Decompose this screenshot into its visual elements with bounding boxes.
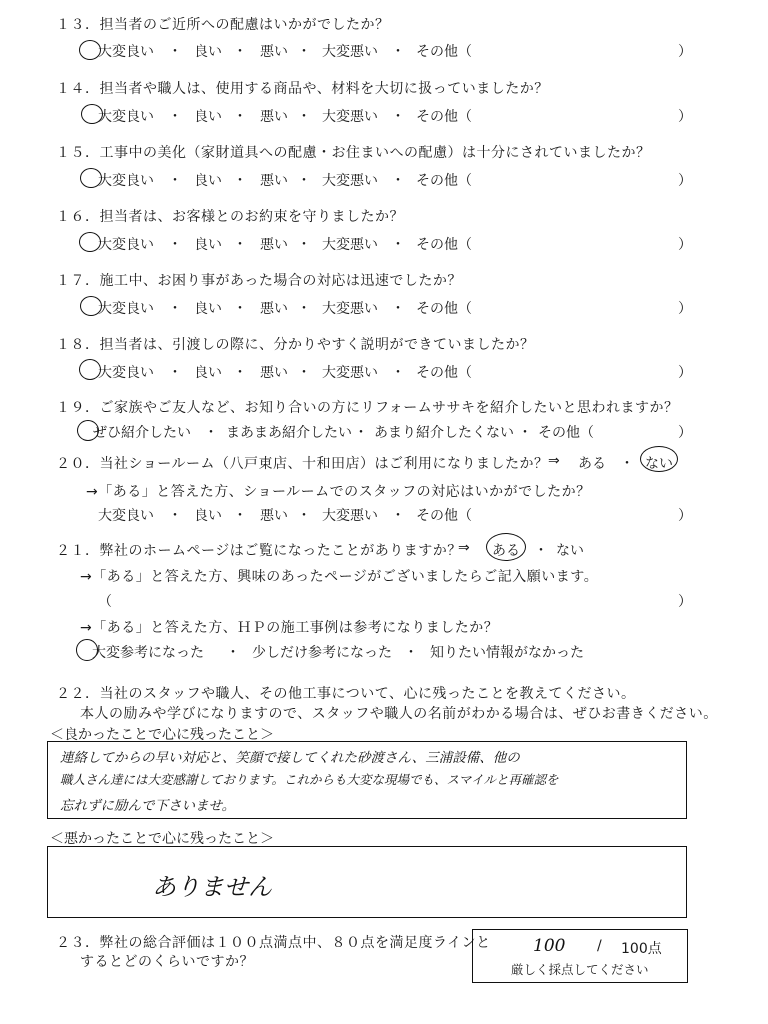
paren-close: ） bbox=[678, 365, 692, 381]
separator: ・ bbox=[168, 301, 182, 317]
option-bad[interactable]: 悪い bbox=[260, 365, 288, 381]
option-good[interactable]: 良い bbox=[194, 237, 222, 253]
option-very-bad[interactable]: 大変悪い bbox=[322, 109, 378, 125]
separator: ・ bbox=[534, 543, 548, 559]
separator: ・ bbox=[404, 645, 418, 661]
option-not-really-recommend[interactable]: あまり紹介したくない bbox=[374, 425, 514, 441]
question-21: ２１．弊社のホームページはご覧になったことがありますか？ bbox=[56, 543, 462, 559]
separator: ・ bbox=[297, 301, 311, 317]
option-very-bad[interactable]: 大変悪い bbox=[322, 365, 378, 381]
sub-question-pages: →「ある」と答えた方、興味のあったページがございましたらご記入願います。 bbox=[80, 569, 599, 585]
separator: ・ bbox=[391, 301, 405, 317]
option-not-helpful[interactable]: 知りたい情報がなかった bbox=[430, 645, 584, 661]
option-good[interactable]: 良い bbox=[194, 508, 222, 524]
option-bad[interactable]: 悪い bbox=[260, 237, 288, 253]
option-very-bad[interactable]: 大変悪い bbox=[322, 173, 378, 189]
option-no[interactable]: ない bbox=[556, 543, 584, 559]
score-note: 厳しく採点してください bbox=[511, 962, 649, 977]
separator: ・ bbox=[226, 645, 240, 661]
option-slightly-helpful[interactable]: 少しだけ参考になった bbox=[252, 645, 392, 661]
sub-question-showroom: →「ある」と答えた方、ショールームでのスタッフの対応はいかがでしたか？ bbox=[86, 484, 591, 500]
good-comments-box[interactable] bbox=[47, 741, 687, 819]
question-23-cont: するとどのくらいですか？ bbox=[80, 954, 254, 970]
option-bad[interactable]: 悪い bbox=[260, 301, 288, 317]
option-very-helpful[interactable]: 大変参考になった bbox=[92, 645, 204, 661]
separator: ・ bbox=[168, 237, 182, 253]
question-16: １６．担当者は、お客様とのお約束を守りましたか？ bbox=[56, 209, 404, 225]
separator: ・ bbox=[233, 301, 247, 317]
separator: ・ bbox=[233, 109, 247, 125]
question-17: １７．施工中、お困り事があった場合の対応は迅速でしたか？ bbox=[56, 273, 462, 289]
score-slash: / bbox=[597, 938, 602, 954]
separator: ・ bbox=[233, 365, 247, 381]
option-very-good[interactable]: 大変良い bbox=[98, 173, 154, 189]
option-very-good[interactable]: 大変良い bbox=[98, 237, 154, 253]
separator: ・ bbox=[233, 173, 247, 189]
option-good[interactable]: 良い bbox=[194, 365, 222, 381]
option-bad[interactable]: 悪い bbox=[260, 109, 288, 125]
option-very-bad[interactable]: 大変悪い bbox=[322, 301, 378, 317]
paren-close: ） bbox=[678, 301, 692, 317]
option-bad[interactable]: 悪い bbox=[260, 44, 288, 60]
separator: ・ bbox=[297, 44, 311, 60]
option-bad[interactable]: 悪い bbox=[260, 173, 288, 189]
paren-close: ） bbox=[678, 425, 692, 441]
option-good[interactable]: 良い bbox=[194, 173, 222, 189]
handwritten-line: 連絡してからの早い対応と、笑顔で接してくれた砂渡さん、三浦設備、他の bbox=[60, 750, 520, 766]
separator: ・ bbox=[204, 425, 218, 441]
option-other[interactable]: その他（ bbox=[538, 425, 594, 441]
option-yes[interactable]: ある bbox=[492, 543, 520, 559]
paren-close: ） bbox=[678, 173, 692, 189]
option-very-good[interactable]: 大変良い bbox=[98, 301, 154, 317]
option-very-bad[interactable]: 大変悪い bbox=[322, 44, 378, 60]
paren-close: ） bbox=[678, 508, 692, 524]
option-very-good[interactable]: 大変良い bbox=[98, 44, 154, 60]
separator: ・ bbox=[518, 425, 532, 441]
question-22: ２２．当社のスタッフや職人、その他工事について、心に残ったことを教えてください。 bbox=[56, 686, 636, 702]
question-23: ２３．弊社の総合評価は１００点満点中、８０点を満足度ラインと bbox=[56, 935, 491, 951]
separator: ・ bbox=[391, 237, 405, 253]
option-very-good[interactable]: 大変良い bbox=[98, 109, 154, 125]
question-13: １３．担当者のご近所への配慮はいかがでしたか？ bbox=[56, 17, 390, 33]
question-18: １８．担当者は、引渡しの際に、分かりやすく説明ができていましたか？ bbox=[56, 337, 535, 353]
option-yes[interactable]: ある bbox=[578, 456, 606, 472]
score-value: 100 bbox=[533, 936, 566, 956]
paren-close: ） bbox=[678, 237, 692, 253]
option-other[interactable]: その他（ bbox=[416, 109, 472, 125]
question-14: １４．担当者や職人は、使用する商品や、材料を大切に扱っていましたか？ bbox=[56, 81, 549, 97]
bad-comments-box[interactable] bbox=[47, 846, 687, 918]
paren-close: ） bbox=[678, 44, 692, 60]
handwritten-line: 職人さん達には大変感謝しております。これからも大変な現場でも、スマイルと再確認を bbox=[60, 772, 559, 787]
sub-question-examples: →「ある」と答えた方、ＨＰの施工事例は参考になりましたか？ bbox=[80, 620, 499, 636]
separator: ・ bbox=[354, 425, 368, 441]
arrow-icon: ⇒ bbox=[548, 453, 560, 469]
option-very-bad[interactable]: 大変悪い bbox=[322, 237, 378, 253]
question-20: ２０．当社ショールーム（八戸東店、十和田店）はご利用になりましたか？ bbox=[56, 456, 549, 472]
separator: ・ bbox=[168, 365, 182, 381]
handwritten-line: 忘れずに励んで下さいませ。 bbox=[60, 798, 236, 814]
separator: ・ bbox=[391, 508, 405, 524]
question-19: １９．ご家族やご友人など、お知り合いの方にリフォームササキを紹介したいと思われますか？ bbox=[56, 400, 679, 416]
handwritten-answer: ありません bbox=[152, 873, 272, 901]
separator: ・ bbox=[391, 173, 405, 189]
separator: ・ bbox=[297, 365, 311, 381]
option-very-good[interactable]: 大変良い bbox=[98, 508, 154, 524]
option-no[interactable]: ない bbox=[645, 456, 673, 472]
good-comments-label: ＜良かったことで心に残ったこと＞ bbox=[50, 727, 274, 743]
option-somewhat-recommend[interactable]: まあまあ紹介したい bbox=[226, 425, 352, 441]
separator: ・ bbox=[297, 237, 311, 253]
separator: ・ bbox=[233, 508, 247, 524]
option-other[interactable]: その他（ bbox=[416, 44, 472, 60]
score-box[interactable] bbox=[472, 929, 688, 983]
option-good[interactable]: 良い bbox=[194, 109, 222, 125]
score-max: 100点 bbox=[621, 941, 662, 957]
separator: ・ bbox=[391, 365, 405, 381]
paren-open: （ bbox=[98, 594, 112, 610]
separator: ・ bbox=[168, 44, 182, 60]
question-22-note: 本人の励みや学びになりますので、スタッフや職人の名前がわかる場合は、ぜひお書きください。 bbox=[80, 706, 718, 722]
option-very-bad[interactable]: 大変悪い bbox=[322, 508, 378, 524]
bad-comments-label: ＜悪かったことで心に残ったこと＞ bbox=[50, 831, 274, 847]
option-other[interactable]: その他（ bbox=[416, 508, 472, 524]
separator: ・ bbox=[168, 173, 182, 189]
option-other[interactable]: その他（ bbox=[416, 237, 472, 253]
separator: ・ bbox=[297, 109, 311, 125]
separator: ・ bbox=[391, 109, 405, 125]
separator: ・ bbox=[168, 109, 182, 125]
option-bad[interactable]: 悪い bbox=[260, 508, 288, 524]
option-other[interactable]: その他（ bbox=[416, 365, 472, 381]
separator: ・ bbox=[233, 44, 247, 60]
separator: ・ bbox=[620, 456, 634, 472]
arrow-icon: ⇒ bbox=[458, 540, 470, 556]
paren-close: ） bbox=[678, 594, 692, 610]
option-definitely-recommend[interactable]: ぜひ紹介したい bbox=[93, 425, 191, 441]
separator: ・ bbox=[168, 508, 182, 524]
option-other[interactable]: その他（ bbox=[416, 173, 472, 189]
separator: ・ bbox=[297, 173, 311, 189]
option-good[interactable]: 良い bbox=[194, 301, 222, 317]
paren-close: ） bbox=[678, 109, 692, 125]
separator: ・ bbox=[391, 44, 405, 60]
separator: ・ bbox=[297, 508, 311, 524]
option-good[interactable]: 良い bbox=[194, 44, 222, 60]
separator: ・ bbox=[233, 237, 247, 253]
option-very-good[interactable]: 大変良い bbox=[98, 365, 154, 381]
option-other[interactable]: その他（ bbox=[416, 301, 472, 317]
question-15: １５．工事中の美化（家財道具への配慮・お住まいへの配慮）は十分にされていましたか？ bbox=[56, 145, 651, 161]
